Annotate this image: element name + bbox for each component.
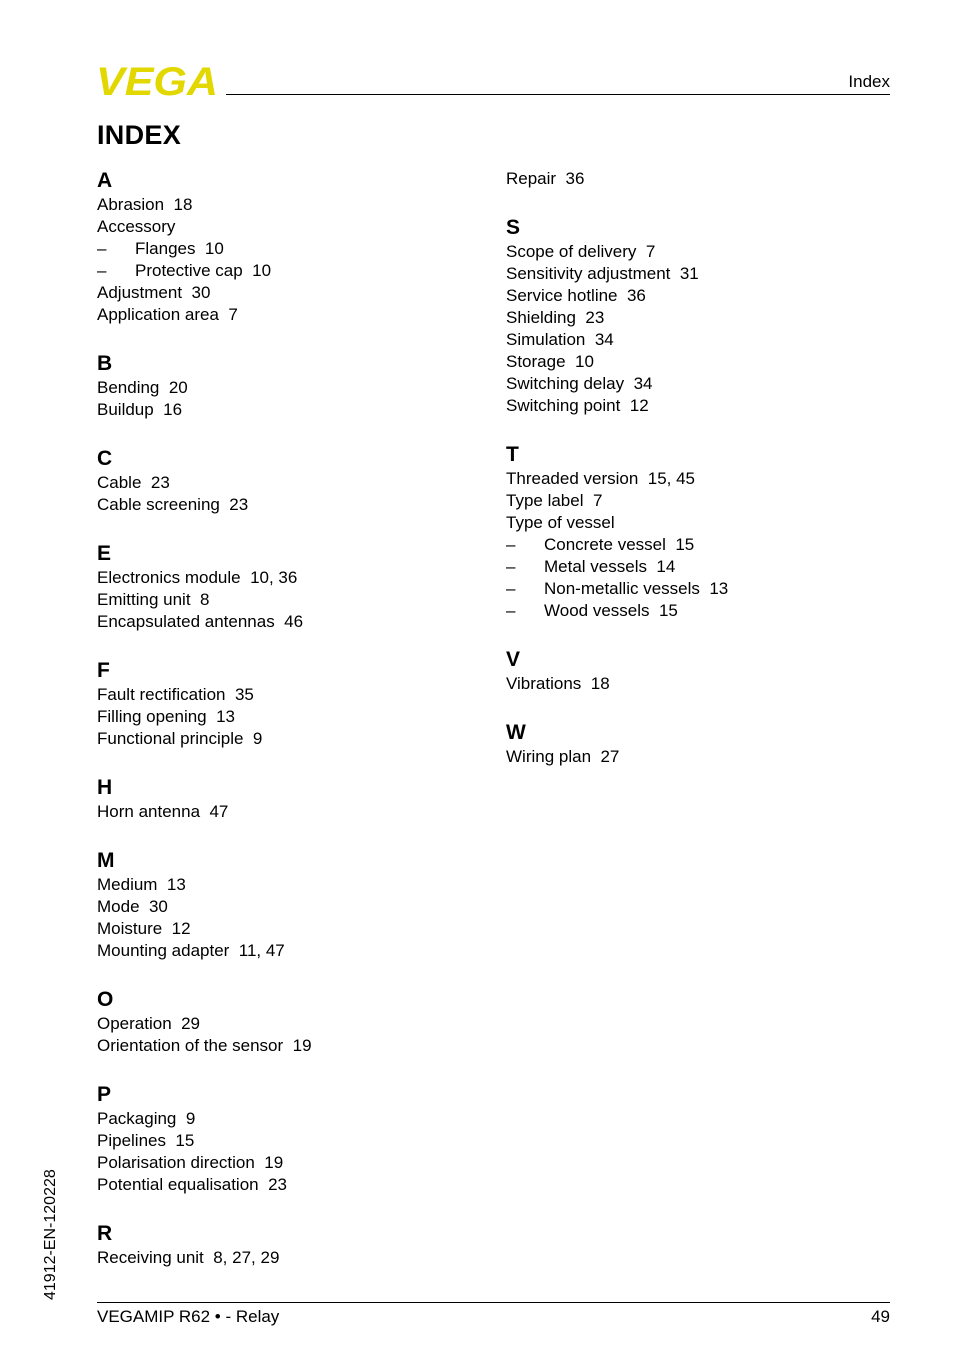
index-entry: Potential equalisation 23 [97,1175,287,1194]
index-entry: Pipelines 15 [97,1131,195,1150]
index-entry: Wiring plan 27 [506,747,620,766]
index-entry: Type label 7 [506,491,603,510]
index-group [97,446,477,516]
index-entry: Electronics module 10, 36 [97,568,298,587]
subentry-dash: – [506,535,516,554]
index-subentry [506,556,896,578]
index-letter-heading: V [506,648,521,671]
index-entry: Cable screening 23 [97,495,249,514]
header-rule [226,94,890,95]
index-letter-heading: B [97,352,113,375]
index-subentry [97,238,477,260]
index-group [97,351,477,421]
index-group [97,658,477,750]
index-entry: Switching delay 34 [506,374,653,393]
index-entry: Bending 20 [97,378,188,397]
index-entry: Orientation of the sensor 19 [97,1036,312,1055]
subentry-text: Metal vessels 14 [544,557,676,576]
index-entry: Cable 23 [97,473,170,492]
index-entry: Filling opening 13 [97,707,235,726]
index-group [506,215,896,417]
index-entry: Switching point 12 [506,396,649,415]
page-title: INDEX [97,120,182,150]
index-group [97,775,477,823]
header-section-title: Index [848,72,890,91]
index-group [97,541,477,633]
index-group [97,168,477,326]
index-letter-heading: W [506,721,526,744]
vega-logo-text: VEGA [96,64,218,98]
index-entry: Application area 7 [97,305,238,324]
index-entry: Abrasion 18 [97,195,193,214]
index-entry: Storage 10 [506,352,594,371]
index-entry: Threaded version 15, 45 [506,469,696,488]
index-entry: Adjustment 30 [97,283,211,302]
index-group [97,1221,477,1269]
index-entry: Repair 36 [506,169,585,188]
footer-rule [97,1302,890,1303]
index-entry: Simulation 34 [506,330,614,349]
index-entry: Packaging 9 [97,1109,196,1128]
index-entry: Buildup 16 [97,400,183,419]
index-entry: Emitting unit 8 [97,590,210,609]
subentry-dash: – [506,601,516,620]
index-letter-heading: P [97,1083,112,1106]
index-letter-heading: A [97,169,113,192]
index-subentry [506,534,896,556]
index-entry: Vibrations 18 [506,674,610,693]
index-letter-heading: R [97,1222,113,1245]
index-group [506,168,896,190]
index-entry: Shielding 23 [506,308,605,327]
index-letter-heading: O [97,988,114,1011]
subentry-text: Flanges 10 [135,239,224,258]
index-letter-heading: T [506,443,519,466]
subentry-dash: – [506,579,516,598]
index-entry: Accessory [97,217,176,236]
index-group [506,647,896,695]
subentry-dash: – [97,261,107,280]
index-column-right [506,168,896,793]
index-group [97,987,477,1057]
index-group [97,848,477,962]
subentry-text: Concrete vessel 15 [544,535,695,554]
index-letter-heading: S [506,216,521,239]
index-entry: Medium 13 [97,875,186,894]
index-entry: Horn antenna 47 [97,802,229,821]
index-letter-heading: H [97,776,113,799]
subentry-text: Non-metallic vessels 13 [544,579,729,598]
subentry-text: Protective cap 10 [135,261,272,280]
index-entry: Encapsulated antennas 46 [97,612,304,631]
subentry-text: Wood vessels 15 [544,601,678,620]
index-group [506,720,896,768]
index-entry: Type of vessel [506,513,615,532]
index-entry: Functional principle 9 [97,729,263,748]
index-subentry [506,600,896,622]
index-subentry [97,260,477,282]
index-entry: Fault rectification 35 [97,685,254,704]
index-group [506,442,896,622]
document-number: 41912-EN-120228 [42,1169,59,1300]
index-entry: Mounting adapter 11, 47 [97,941,285,960]
index-entry: Polarisation direction 19 [97,1153,284,1172]
index-group [97,1082,477,1196]
subentry-dash: – [506,557,516,576]
index-entry: Receiving unit 8, 27, 29 [97,1248,280,1267]
index-entry: Operation 29 [97,1014,201,1033]
index-letter-heading: E [97,542,112,565]
index-column-left [97,168,477,1294]
subentry-dash: – [97,239,107,258]
index-letter-heading: F [97,659,110,682]
index-entry: Scope of delivery 7 [506,242,656,261]
footer-product: VEGAMIP R62 • - Relay [97,1307,280,1326]
vega-logo [96,64,220,98]
index-subentry [506,578,896,600]
footer-page-number: 49 [871,1307,890,1326]
index-letter-heading: M [97,849,115,872]
index-entry: Sensitivity adjustment 31 [506,264,699,283]
index-entry: Service hotline 36 [506,286,646,305]
index-entry: Mode 30 [97,897,168,916]
index-entry: Moisture 12 [97,919,191,938]
index-letter-heading: C [97,447,113,470]
